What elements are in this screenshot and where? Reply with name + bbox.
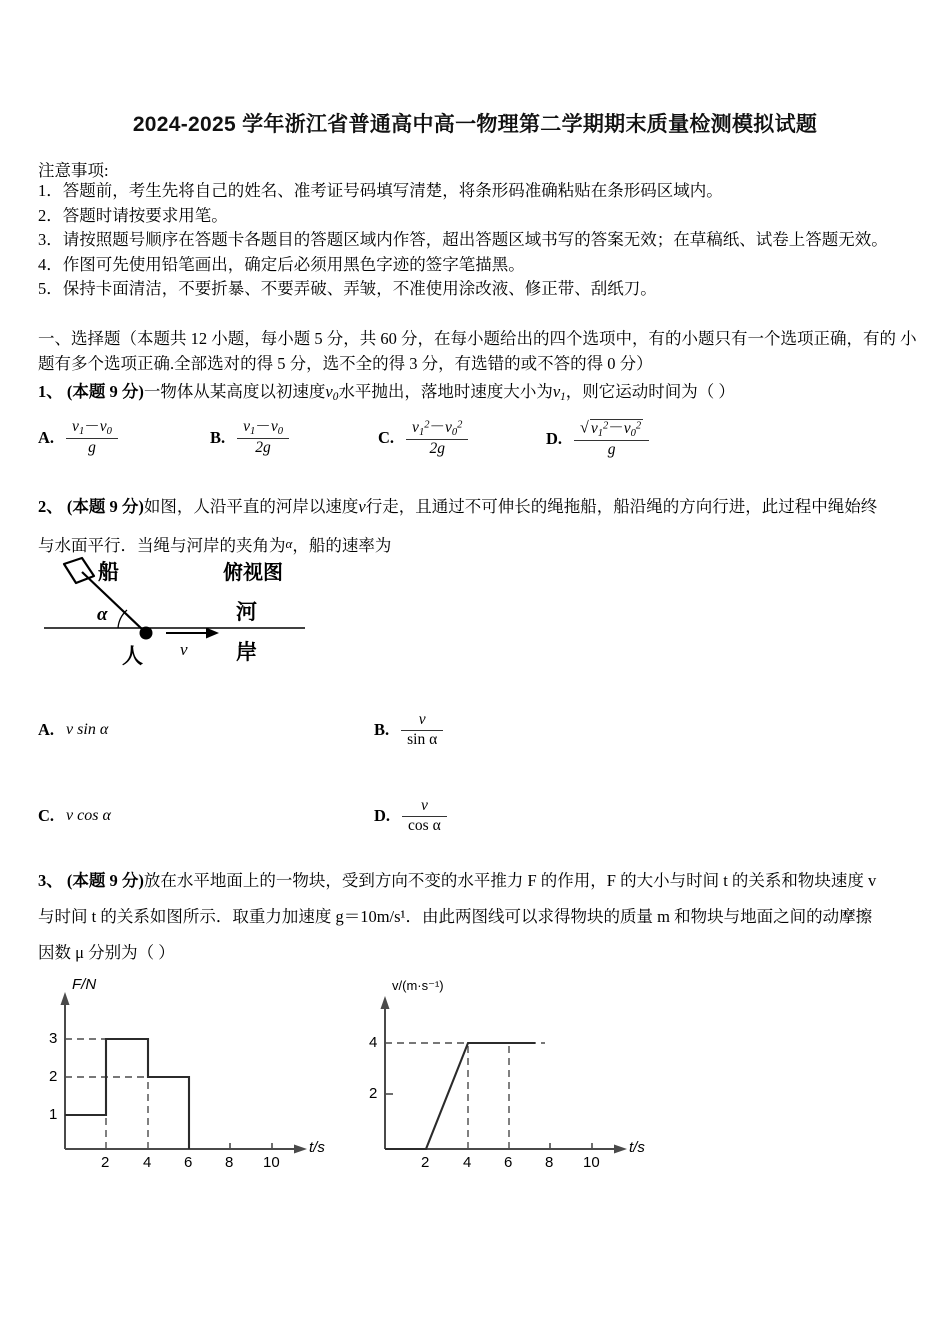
question-1-var-v1: $v_1$ <box>552 382 566 404</box>
question-2-marks: (本题 9 分) <box>66 497 144 516</box>
question-3-graphs <box>40 976 660 1182</box>
question-1 <box>38 377 928 412</box>
fraction-denominator: 2g <box>429 440 445 458</box>
chart1-x-axis-label: t/s <box>309 1139 325 1156</box>
chart1-y-axis-label: F/N <box>72 976 97 993</box>
notice-item-4: 4．作图可先使用铅笔画出，确定后必须用黑色字迹的签字笔描黑。 <box>38 254 525 274</box>
chart2-ytick-4: 4 <box>369 1034 378 1051</box>
fraction-denominator: g <box>607 441 616 459</box>
chart2-ytick-2: 2 <box>369 1085 378 1102</box>
chart1-xtick-6: 6 <box>184 1154 193 1171</box>
question-2-options <box>38 706 928 846</box>
question-3 <box>38 866 928 967</box>
notice-item-5: 5．保持卡面清洁，不要折暴、不要弄破、弄皱，不准使用涂改液、修正带、刮纸刀。 <box>38 279 657 298</box>
fraction-numerator: $v_1^2-v_0^2$ <box>406 419 468 440</box>
question-3-marks: (本题 9 分) <box>66 871 144 890</box>
fraction-denominator: 2g <box>255 439 271 457</box>
figure-label-angle: α <box>97 604 108 625</box>
section-heading <box>38 326 918 376</box>
option-fraction <box>237 419 289 457</box>
question-3-number: 3、 <box>38 871 63 890</box>
option-fraction <box>66 419 118 457</box>
notice-list <box>38 179 928 302</box>
option-fraction <box>574 419 649 459</box>
question-1-option-b[interactable] <box>210 419 289 457</box>
option-letter: B. <box>210 428 226 448</box>
fraction-numerator: v <box>402 798 447 817</box>
figure-label-boat: 船 <box>98 560 119 584</box>
option-letter: A. <box>38 720 55 739</box>
option-letter: B. <box>374 720 390 740</box>
option-fraction <box>401 712 443 748</box>
question-1-options <box>38 413 928 473</box>
question-1-option-a[interactable] <box>38 419 118 457</box>
fraction-numerator <box>574 419 649 441</box>
question-2-var-v: v <box>358 497 366 516</box>
question-1-number: 1、 <box>38 382 63 401</box>
figure-label-person: 人 <box>122 644 143 668</box>
notice-item-3: 3．请按照题号顺序在答题卡各题目的答题区域内作答，超出答题区域书写的答案无效；在草稿纸、试卷上答题无效。 <box>38 230 888 249</box>
chart1-ytick-1: 1 <box>49 1106 58 1123</box>
chart1-xtick-8: 8 <box>225 1154 234 1171</box>
option-fraction <box>402 798 447 834</box>
figure-label-velocity: v <box>180 640 188 659</box>
boat-river-figure <box>40 556 360 678</box>
question-2-var-alpha: α <box>285 536 293 551</box>
question-3-line3: 因数 μ 分别为（ ） <box>38 943 175 962</box>
f-t-curve <box>65 1039 189 1149</box>
chart1-xtick-2: 2 <box>101 1154 110 1171</box>
chart2-xtick-2: 2 <box>421 1154 430 1171</box>
chart2-x-axis-label: t/s <box>629 1139 645 1156</box>
figure-label-bank: 岸 <box>236 640 257 664</box>
section-heading-line-1: 一、选择题（本题共 12 小题，每小题 5 分，共 60 分，在每小题给出的四个选项中，有的小题只有一个选项正确，有的 <box>38 329 896 348</box>
x-axis-arrow <box>614 1145 627 1154</box>
option-expression: v cos α <box>66 807 111 824</box>
question-1-text-mid: 水平抛出，落地时速度大小为 <box>338 382 553 401</box>
radical-icon: √ <box>580 419 589 437</box>
question-2-option-d[interactable] <box>374 798 447 834</box>
boat-river-svg <box>40 556 360 678</box>
question-1-option-d[interactable] <box>546 419 649 459</box>
fraction-denominator: g <box>88 439 96 457</box>
option-fraction <box>406 419 468 458</box>
figure-label-river: 河 <box>236 600 257 624</box>
fraction-denominator: cos α <box>408 816 441 834</box>
v-t-curve <box>385 1043 535 1149</box>
section-heading-line-2: 小题有多个选项正确.全部选对的得 5 分，选不全的得 3 分，有选错的或不答的得 0 分） <box>38 329 917 373</box>
chart2-xtick-4: 4 <box>463 1154 472 1171</box>
question-2-option-b[interactable] <box>374 712 443 748</box>
chart2-xtick-8: 8 <box>545 1154 554 1171</box>
chart2-xtick-6: 6 <box>504 1154 513 1171</box>
question-1-text-after: ，则它运动时间为（ ） <box>565 382 735 401</box>
question-2-line1-a: 如图，人沿平直的河岸以速度 <box>143 497 359 516</box>
y-axis-arrow <box>61 992 70 1005</box>
ft-vt-graphs-svg <box>40 976 660 1182</box>
notice-item-2: 2．答题时请按要求用笔。 <box>38 205 228 225</box>
radicand: $v_1^2-v_0^2$ <box>590 419 642 439</box>
chart2-y-axis-label: v/(m·s⁻¹) <box>392 978 444 993</box>
chart2-xtick-10: 10 <box>583 1154 600 1171</box>
question-3-line1: 放在水平地面上的一物块，受到方向不变的水平推力 F 的作用，F 的大小与时间 t 的关系和物块速度 v <box>143 871 877 890</box>
chart1-ytick-2: 2 <box>49 1068 58 1085</box>
option-letter: A. <box>38 428 55 448</box>
question-3-line2: 与时间 t 的关系如图所示．取重力加速度 g＝10m/s¹．由此两图线可以求得物块的质量 m 和物块与地面之间的动摩擦 <box>38 907 873 926</box>
question-1-text-before: 一物体从某高度以初速度 <box>143 382 326 401</box>
x-axis-arrow <box>294 1145 307 1154</box>
chart1-xtick-4: 4 <box>143 1154 152 1171</box>
question-2 <box>38 492 928 560</box>
option-letter: D. <box>374 806 391 826</box>
notice-item-1: 1．答题前，考生先将自己的姓名、准考证号码填写清楚，将条形码准确粘贴在条形码区域内。 <box>38 181 723 200</box>
y-axis-arrow <box>381 996 390 1009</box>
chart1-ytick-3: 3 <box>49 1030 58 1047</box>
page-title: 2024-2025 学年浙江省普通高中高一物理第二学期期末质量检测模拟试题 <box>132 113 818 136</box>
chart-v-vs-t <box>381 996 628 1154</box>
notice-heading: 注意事项: <box>38 161 109 180</box>
option-letter: D. <box>546 428 563 448</box>
question-1-marks: (本题 9 分) <box>66 382 144 401</box>
fraction-numerator: v <box>401 712 443 731</box>
question-2-number: 2、 <box>38 497 63 516</box>
chart1-xtick-10: 10 <box>263 1154 280 1171</box>
option-letter: C. <box>378 428 395 448</box>
person-dot <box>140 627 153 640</box>
question-2-line2-a: 与水面平行．当绳与河岸的夹角为 <box>38 536 286 555</box>
chart-f-vs-t <box>61 992 308 1154</box>
velocity-arrow-head <box>206 628 219 639</box>
question-1-option-c[interactable] <box>378 419 468 458</box>
fraction-numerator: $v_1-v_0$ <box>237 419 289 439</box>
option-letter: C. <box>38 806 55 825</box>
question-2-line1-b: 行走，且通过不可伸长的绳拖船，船沿绳的方向行进，此过程中绳始终 <box>365 497 878 516</box>
question-1-var-v0: $v_0$ <box>325 382 339 404</box>
question-2-option-c[interactable] <box>38 806 111 826</box>
question-2-option-a[interactable] <box>38 720 108 740</box>
option-expression: v sin α <box>66 721 109 738</box>
fraction-denominator: sin α <box>407 730 438 748</box>
fraction-numerator: $v_1-v_0$ <box>66 419 118 439</box>
figure-label-topview: 俯视图 <box>223 562 283 584</box>
question-2-line2-b: ，船的速率为 <box>292 536 392 555</box>
